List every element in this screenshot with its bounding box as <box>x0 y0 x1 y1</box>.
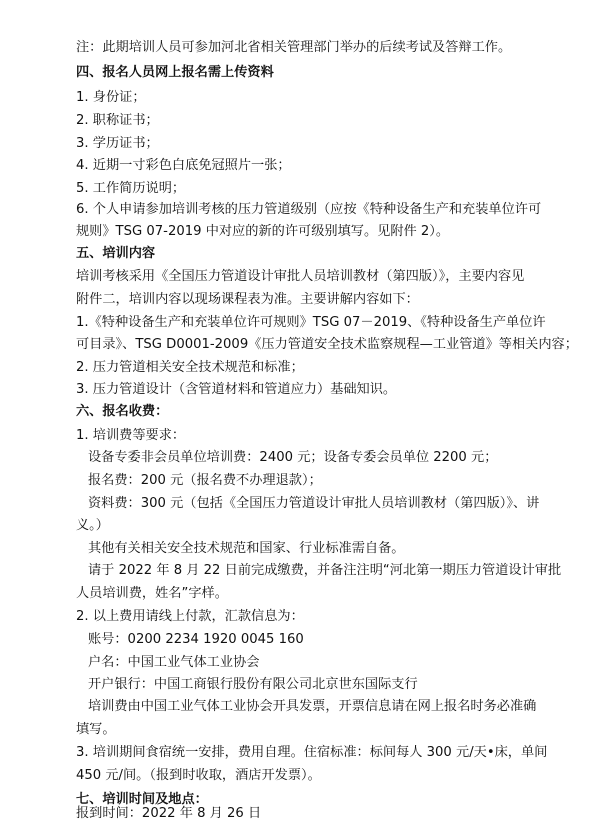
lodging-line: 3. 培训期间食宿统一安排，费用自理。住宿标准：标间每人 300 元/天•床，单间 <box>76 745 548 760</box>
lodging-line-cont: 450 元/间。（报到时收取，酒店开发票）。 <box>76 768 321 783</box>
section4-item: 1. 身份证； <box>76 90 146 105</box>
checkin-time: 报到时间：2022 年 8 月 26 日 <box>76 806 262 821</box>
section5-item: 1.《特种设备生产和充装单位许可规则》TSG 07－2019、《特种设备生产单位许 <box>76 315 546 330</box>
section4-item: 5. 工作简历说明； <box>76 181 186 196</box>
invoice-line: 培训费由中国工业气体工业协会开具发票，开票信息请在网上报名时务必准确 <box>88 699 537 714</box>
section5-item-cont: 可目录》、TSG D0001-2009《压力管道安全技术监察规程—工业管道》等相关内容； <box>76 337 578 352</box>
section5-item: 2. 压力管道相关安全技术规范和标准； <box>76 360 304 375</box>
section5-heading: 五、培训内容 <box>76 246 156 261</box>
bank-account: 账号：0200 2234 1920 0045 160 <box>88 632 304 647</box>
deadline-line: 请于 2022 年 8 月 22 日前完成缴费，并备注注明“河北第一期压力管道设计审批 <box>88 563 562 578</box>
section6-heading: 六、报名收费： <box>76 404 169 419</box>
bank-title: 2. 以上费用请线上付款，汇款信息为： <box>76 609 304 624</box>
section5-item: 3. 压力管道设计（含管道材料和管道应力）基础知识。 <box>76 382 397 397</box>
section4-item-cont: 规则》TSG 07-2019 中对应的新的许可级别填写。见附件 2）。 <box>76 224 450 239</box>
section4-heading: 四、报名人员网上报名需上传资料 <box>76 65 274 80</box>
section5-intro-cont: 附件二，培训内容以现场课程表为准。主要讲解内容如下： <box>76 292 419 307</box>
invoice-line-cont: 填写。 <box>76 722 116 737</box>
fee-title: 1. 培训费等要求： <box>76 428 186 443</box>
section5-intro: 培训考核采用《全国压力管道设计审批人员培训教材（第四版）》，主要内容见 <box>76 269 525 284</box>
section4-item: 2. 职称证书； <box>76 113 159 128</box>
fee-line-cont: 义。） <box>76 518 109 533</box>
fee-line: 报名费：200 元（报名费不办理退款）； <box>88 473 322 488</box>
self-prepare-note: 其他有关相关安全技术规范和国家、行业标准需自备。 <box>88 541 405 556</box>
bank-name: 开户银行：中国工商银行股份有限公司北京世东国际支行 <box>88 677 418 692</box>
bank-payee: 户名：中国工业气体工业协会 <box>88 655 260 670</box>
section4-item: 4. 近期一寸彩色白底免冠照片一张； <box>76 158 291 173</box>
fee-line: 资料费：300 元（包括《全国压力管道设计审批人员培训教材（第四版）》、讲 <box>88 496 540 511</box>
section7-heading: 七、培训时间及地点： <box>76 792 208 807</box>
deadline-line-cont: 人员培训费，姓名”字样。 <box>76 586 228 601</box>
section4-item: 6. 个人申请参加培训考核的压力管道级别（应按《特种设备生产和充装单位许可 <box>76 202 542 217</box>
section4-item: 3. 学历证书； <box>76 136 159 151</box>
note-line: 注：此期培训人员可参加河北省相关管理部门举办的后续考试及答辩工作。 <box>76 40 512 55</box>
fee-line: 设备专委非会员单位培训费：2400 元；设备专委会员单位 2200 元； <box>88 450 498 465</box>
